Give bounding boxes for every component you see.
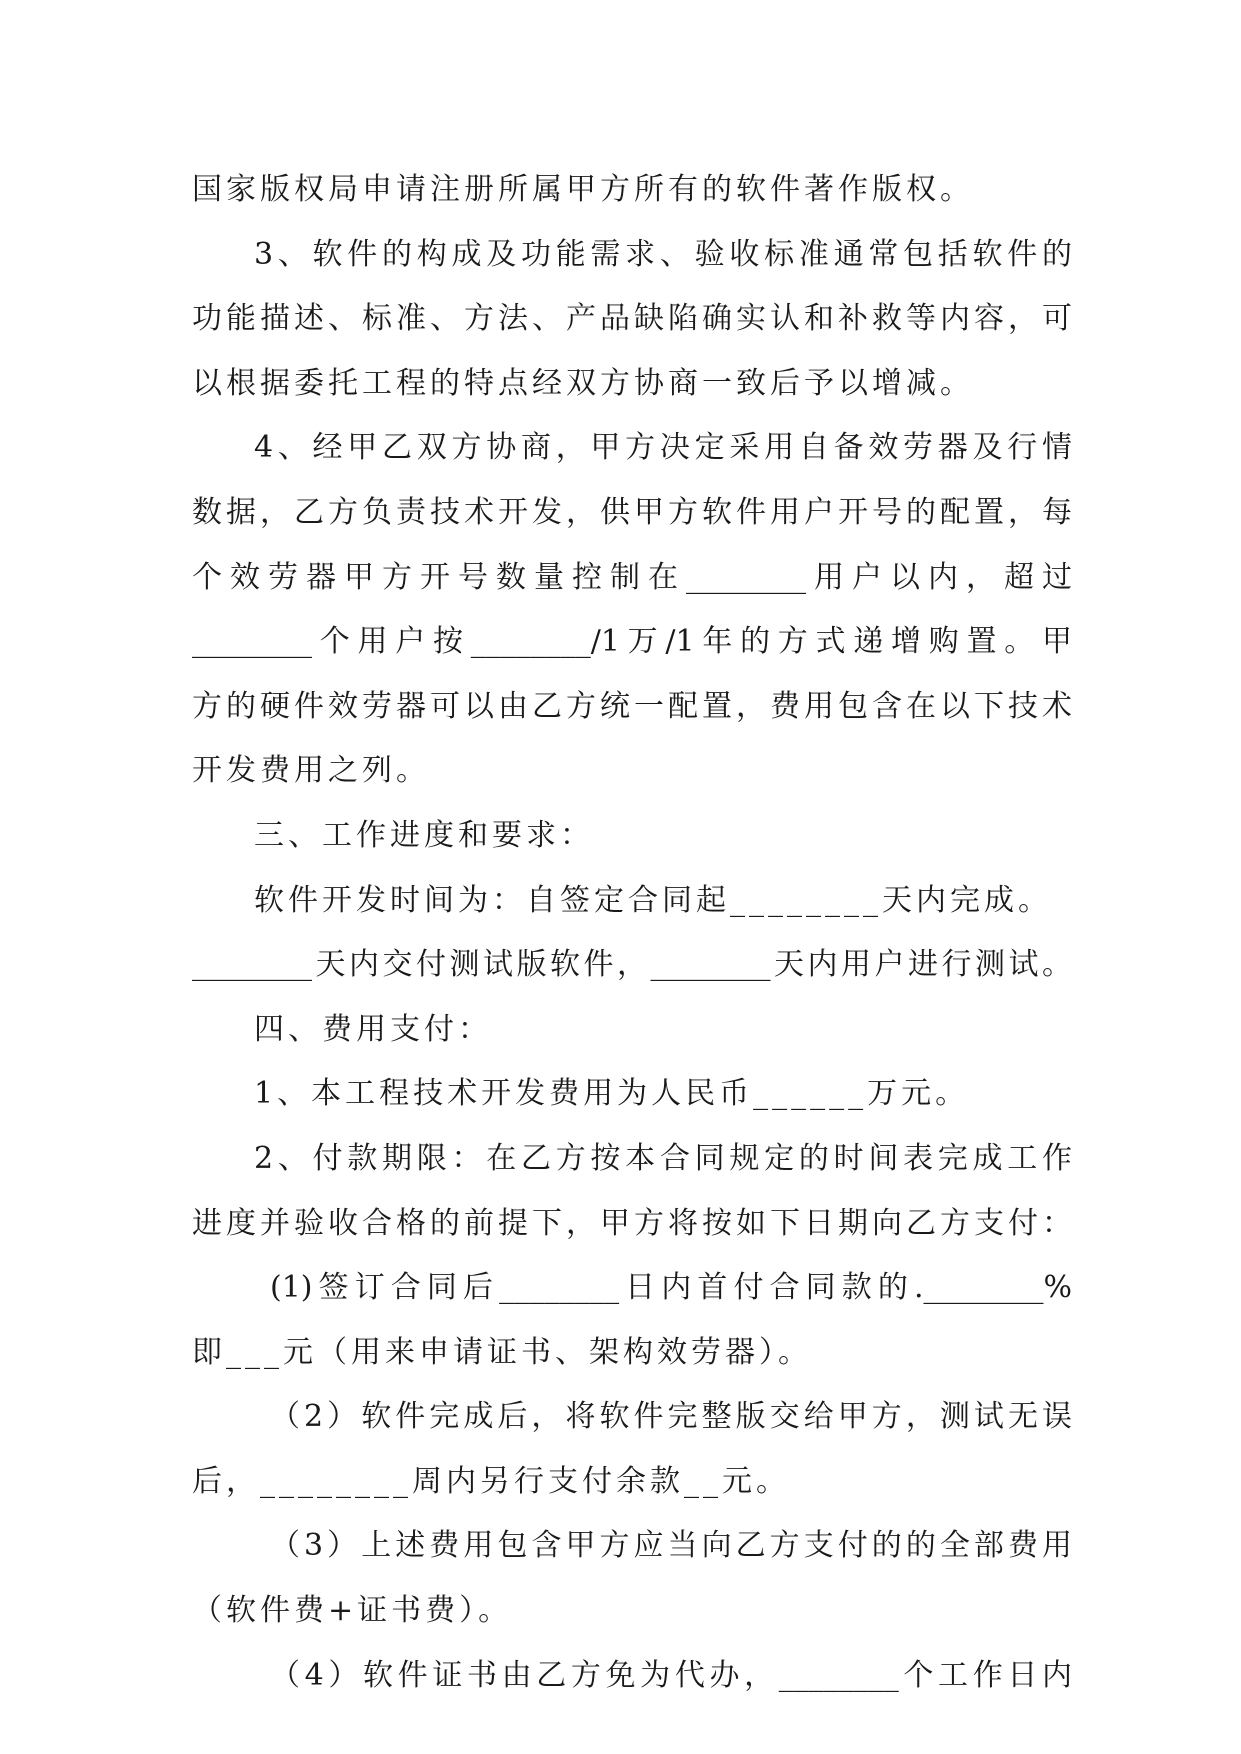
paragraph-line-4: 以根据委托工程的特点经双方协商一致后予以增减。	[192, 365, 974, 401]
paragraph-line-10: 开发费用之列。	[192, 753, 430, 789]
paragraph-line-12: 软件开发时间为：自签定合同起________天内完成。	[254, 882, 1052, 918]
section-heading-3: 三、工作进度和要求：	[254, 817, 594, 853]
paragraph-line-2: 3、软件的构成及功能需求、验收标准通常包括软件的	[254, 236, 1072, 272]
paragraph-line-23: （软件费+证书费）。	[192, 1593, 513, 1629]
paragraph-line-13: ________天内交付测试版软件，________天内用户进行测试。	[192, 947, 1072, 983]
paragraph-line-16: 2、付款期限：在乙方按本合同规定的时间表完成工作	[254, 1140, 1072, 1176]
paragraph-line-18: (1)签订合同后________日内首付合同款的.________%	[270, 1270, 1072, 1306]
paragraph-line-19: 即___元（用来申请证书、架构效劳器）。	[192, 1334, 812, 1370]
paragraph-line-7: 个效劳器甲方开号数量控制在________用户以内，超过	[192, 559, 1072, 595]
paragraph-line-9: 方的硬件效劳器可以由乙方统一配置，费用包含在以下技术	[192, 688, 1072, 724]
paragraph-line-22: （3）上述费用包含甲方应当向乙方支付的的全部费用	[270, 1528, 1072, 1564]
paragraph-line-6: 数据，乙方负责技术开发，供甲方软件用户开号的配置，每	[192, 494, 1072, 530]
paragraph-line-24: （4）软件证书由乙方免为代办，________个工作日内	[270, 1657, 1072, 1693]
paragraph-line-3: 功能描述、标准、方法、产品缺陷确实认和补救等内容，可	[192, 301, 1072, 337]
section-heading-4: 四、费用支付：	[254, 1011, 492, 1047]
paragraph-line-1: 国家版权局申请注册所属甲方所有的软件著作版权。	[192, 172, 974, 207]
paragraph-line-20: （2）软件完成后，将软件完整版交给甲方，测试无误	[270, 1399, 1072, 1435]
paragraph-line-5: 4、经甲乙双方协商，甲方决定采用自备效劳器及行情	[254, 430, 1072, 466]
paragraph-line-17: 进度并验收合格的前提下，甲方将按如下日期向乙方支付：	[192, 1205, 1072, 1241]
document-body	[192, 158, 1072, 1708]
paragraph-line-21: 后，________周内另行支付余款__元。	[192, 1463, 790, 1499]
paragraph-line-15: 1、本工程技术开发费用为人民币______万元。	[254, 1076, 970, 1112]
paragraph-line-8: ________个用户按________/1万/1年的方式递增购置。甲	[192, 624, 1072, 660]
